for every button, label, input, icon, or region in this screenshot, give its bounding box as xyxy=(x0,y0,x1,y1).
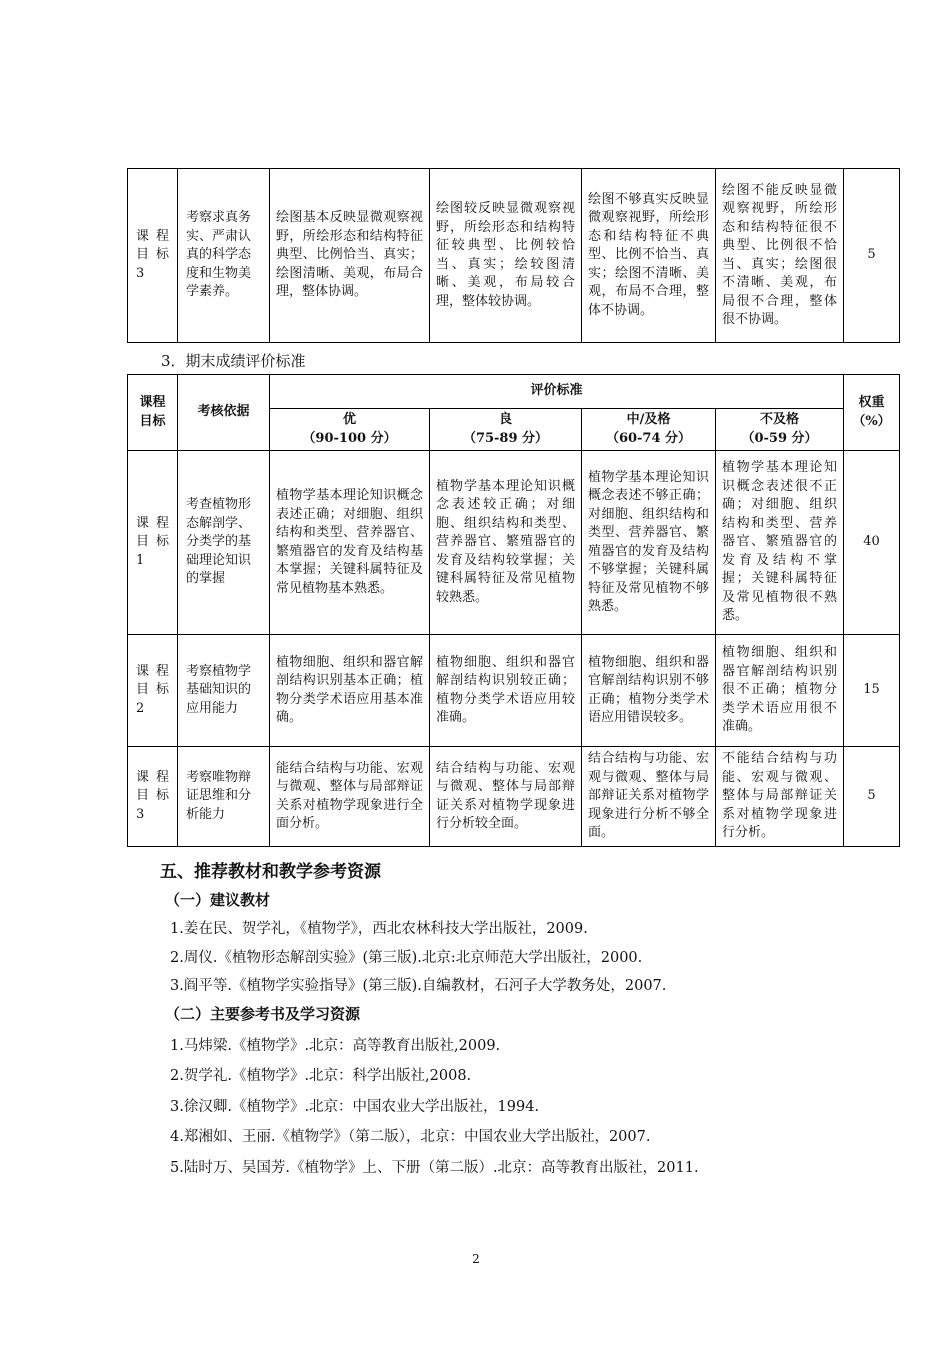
weight-cell: 5 xyxy=(844,169,900,343)
table-row xyxy=(128,169,900,343)
reference-item: 4.郑湘如、王丽.《植物学》（第二版），北京：中国农业大学出版社，2007. xyxy=(170,1129,651,1145)
assessment-basis-cell: 考察唯物辩证思维和分析能力 xyxy=(178,747,270,847)
reference-item: 1.马炜梁.《植物学》.北京：高等教育出版社,2009. xyxy=(170,1038,501,1054)
section-heading: 五、推荐教材和教学参考资源 xyxy=(160,862,381,882)
grading-table-continued xyxy=(127,168,900,343)
criteria-excellent-cell: 能结合结构与功能、宏观与微观、整体与局部辩证关系对植物学现象进行全面分析。 xyxy=(270,747,430,847)
reference-item: 3.徐汉卿.《植物学》.北京：中国农业大学出版社，1994. xyxy=(170,1099,540,1115)
final-grade-table xyxy=(127,374,900,847)
header-weight: 权重（%） xyxy=(844,375,900,451)
course-goal-cell: 课 程 目 标 3 xyxy=(128,169,178,343)
header-fail: 不及格 （0-59 分） xyxy=(716,409,844,451)
header-criteria: 评价标准 xyxy=(270,375,844,409)
assessment-basis-cell: 考查植物形态解剖学、分类学的基础理论知识的掌握 xyxy=(178,451,270,635)
table-row xyxy=(128,451,900,635)
table-row xyxy=(128,635,900,747)
criteria-fail-cell: 不能结合结构与功能、宏观与微观、整体与局部辩证关系对植物学现象进行分析。 xyxy=(716,747,844,847)
reference-item: 5.陆时万、吴国芳.《植物学》上、下册（第二版）.北京：高等教育出版社，2011. xyxy=(170,1160,699,1176)
criteria-fail-cell: 植物学基本理论知识概念表述很不正确；对细胞、组织结构和类型、营养器官、繁殖器官的发育及结构不掌握；关键科属特征及常见植物很不熟悉。 xyxy=(716,451,844,635)
criteria-excellent-cell: 植物细胞、组织和器官解剖结构识别基本正确；植物分类学术语应用基本准确。 xyxy=(270,635,430,747)
criteria-fail-cell: 植物细胞、组织和器官解剖结构识别很不正确；植物分类学术语应用很不准确。 xyxy=(716,635,844,747)
criteria-good-cell: 绘图较反映显微观察视野，所绘形态和结构特征较典型、比例较恰当、真实；绘较图清晰、美观，布局较合理，整体较协调。 xyxy=(430,169,582,343)
criteria-excellent-cell: 植物学基本理论知识概念表述正确；对细胞、组织结构和类型、营养器官、繁殖器官的发育及结构基本掌握；关键科属特征及常见植物基本熟悉。 xyxy=(270,451,430,635)
page-number: 2 xyxy=(472,1252,480,1266)
course-goal-cell: 课 程 目 标 2 xyxy=(128,635,178,747)
criteria-pass-cell: 结合结构与功能、宏观与微观、整体与局部辩证关系对植物学现象进行分析不够全面。 xyxy=(582,747,716,847)
table-row xyxy=(128,747,900,847)
criteria-fail-cell: 绘图不能反映显微观察视野，所绘形态和结构特征很不典型、比例很不恰当、真实；绘图很不清晰、美观，布局很不合理，整体很不协调。 xyxy=(716,169,844,343)
criteria-good-cell: 结合结构与功能、宏观与微观、整体与局部辩证关系对植物学现象进行分析较全面。 xyxy=(430,747,582,847)
header-basis: 考核依据 xyxy=(178,375,270,451)
subsection-heading-textbooks: （一）建议教材 xyxy=(165,891,271,909)
header-row xyxy=(128,375,900,409)
criteria-good-cell: 植物学基本理论知识概念表述较正确；对细胞、组织结构和类型、营养器官、繁殖器官的发育及结构较掌握；关键科属特征及常见植物较熟悉。 xyxy=(430,451,582,635)
criteria-pass-cell: 植物学基本理论知识概念表述不够正确；对细胞、组织结构和类型、营养器官、繁殖器官的发育及结构不够掌握；关键科属特征及常见植物不够熟悉。 xyxy=(582,451,716,635)
weight-cell: 40 xyxy=(844,451,900,635)
criteria-excellent-cell: 绘图基本反映显微观察视野，所绘形态和结构特征典型、比例恰当、真实；绘图清晰、美观，布局合理，整体协调。 xyxy=(270,169,430,343)
section-caption: 3．期末成绩评价标准 xyxy=(161,352,306,370)
subsection-heading-references: （二）主要参考书及学习资源 xyxy=(165,1005,361,1023)
textbook-item: 2.周仪.《植物形态解剖实验》(第三版).北京:北京师范大学出版社，2000. xyxy=(170,950,643,966)
weight-cell: 15 xyxy=(844,635,900,747)
assessment-basis-cell: 考察求真务实、严肃认真的科学态度和生物美学素养。 xyxy=(178,169,270,343)
criteria-pass-cell: 植物细胞、组织和器官解剖结构识别不够正确；植物分类学术语应用错误较多。 xyxy=(582,635,716,747)
header-good: 良 （75-89 分） xyxy=(430,409,582,451)
weight-cell: 5 xyxy=(844,747,900,847)
criteria-good-cell: 植物细胞、组织和器官解剖结构识别较正确；植物分类学术语应用较准确。 xyxy=(430,635,582,747)
textbook-item: 1.姜在民、贺学礼，《植物学》，西北农林科技大学出版社，2009. xyxy=(170,921,588,937)
course-goal-cell: 课 程 目 标 3 xyxy=(128,747,178,847)
reference-item: 2.贺学礼.《植物学》.北京：科学出版社,2008. xyxy=(170,1068,472,1084)
header-excellent: 优 （90-100 分） xyxy=(270,409,430,451)
textbook-item: 3.阎平等.《植物学实验指导》(第三版).自编教材，石河子大学教务处，2007. xyxy=(170,978,667,994)
course-goal-cell: 课 程 目 标 1 xyxy=(128,451,178,635)
criteria-pass-cell: 绘图不够真实反映显微观察视野，所绘形态和结构特征不典型、比例不恰当、真实；绘图不清晰、美观，布局不合理，整体不协调。 xyxy=(582,169,716,343)
header-goal: 课程目标 xyxy=(128,375,178,451)
assessment-basis-cell: 考察植物学基础知识的应用能力 xyxy=(178,635,270,747)
header-pass: 中/及格 （60-74 分） xyxy=(582,409,716,451)
